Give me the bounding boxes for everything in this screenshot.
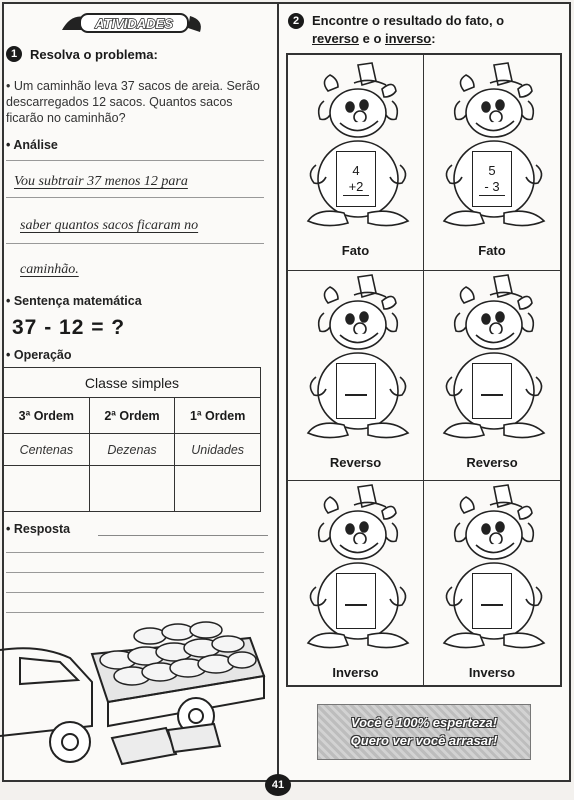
page-number: 41 [265,774,291,796]
cell-label: Reverso [329,455,382,470]
sub-unidades: Unidades [175,434,261,466]
table-title: Classe simples [4,368,261,398]
fact-card [336,151,376,207]
clown-grid [286,53,562,687]
problem-text: • Um caminhão leva 37 sacos de areia. Serão descarregados 12 sacos. Quantos sacos ficarão no caminhão? [6,79,260,125]
ruled-line [6,243,264,244]
motto-banner [317,704,531,760]
answer-cell-unidades[interactable] [175,466,261,512]
ruled-line [6,160,264,161]
ruled-line [6,592,264,593]
cell-inverso-1 [288,481,424,685]
q1-heading [6,46,158,62]
motto-line-2: Quero ver você arrasar! [350,733,498,748]
ruled-line [6,612,264,613]
cell-reverso-1 [288,271,424,481]
q2-title-line1: Encontre o resultado do fato, o [312,13,505,28]
cell-fato-2 [424,55,560,271]
q2-inverso: inverso [385,31,432,46]
header-3a-ordem: 3ª Ordem [4,398,90,434]
card-top-number: 5 [488,162,496,178]
ruled-line [6,572,264,573]
q2-heading [288,12,504,48]
q1-title: Resolva o problema: [30,46,158,62]
answer-cell-dezenas[interactable] [89,466,175,512]
operacao-label: • Operação [6,348,72,362]
place-value-table [3,367,261,512]
cell-label: Fato [341,243,370,258]
cell-label: Inverso [468,665,516,680]
ruled-line [6,197,264,198]
equation: 37 - 12 = ? [12,316,126,339]
header-1a-ordem: 1ª Ordem [175,398,261,434]
q2-number: 2 [288,13,304,29]
atividades-banner [58,10,208,36]
answer-card[interactable] [472,363,512,419]
resposta-label: • Resposta [6,522,71,536]
sub-dezenas: Dezenas [89,434,175,466]
column-divider [277,2,279,782]
cell-label: Reverso [466,455,518,470]
cell-label: Fato [478,243,506,258]
card-bottom-number: +2 [343,179,369,196]
card-top-number: 4 [352,162,360,178]
answer-cell-centenas[interactable] [4,466,90,512]
sub-centenas: Centenas [4,434,90,466]
resposta-answer-line[interactable] [98,535,268,536]
answer-card[interactable] [472,573,512,629]
analise-line-3: caminhão. [20,262,79,277]
truck-illustration [0,618,270,768]
motto-line-1: Você é 100% esperteza! [350,715,498,730]
cell-label: Inverso [332,665,379,680]
analise-label: • Análise [6,138,58,152]
card-bottom-number: - 3 [479,179,505,196]
fact-card [472,151,512,207]
q1-number: 1 [6,46,22,62]
answer-card[interactable] [336,363,376,419]
header-2a-ordem: 2ª Ordem [89,398,175,434]
analise-line-2: saber quantos sacos ficaram no [20,218,199,233]
ruled-line [6,552,264,553]
answer-card[interactable] [336,573,376,629]
cell-reverso-2 [424,271,560,481]
analise-line-1: Vou subtrair 37 menos 12 para [14,174,188,189]
q2-colon: : [431,31,436,46]
sentenca-label: • Sentença matemática [6,294,142,308]
banner-text: ATIVIDADES [95,16,173,31]
cell-fato-1 [288,55,424,271]
cell-inverso-2 [424,481,560,685]
q2-reverso: reverso [312,31,359,46]
q2-e-o: e o [358,31,385,46]
